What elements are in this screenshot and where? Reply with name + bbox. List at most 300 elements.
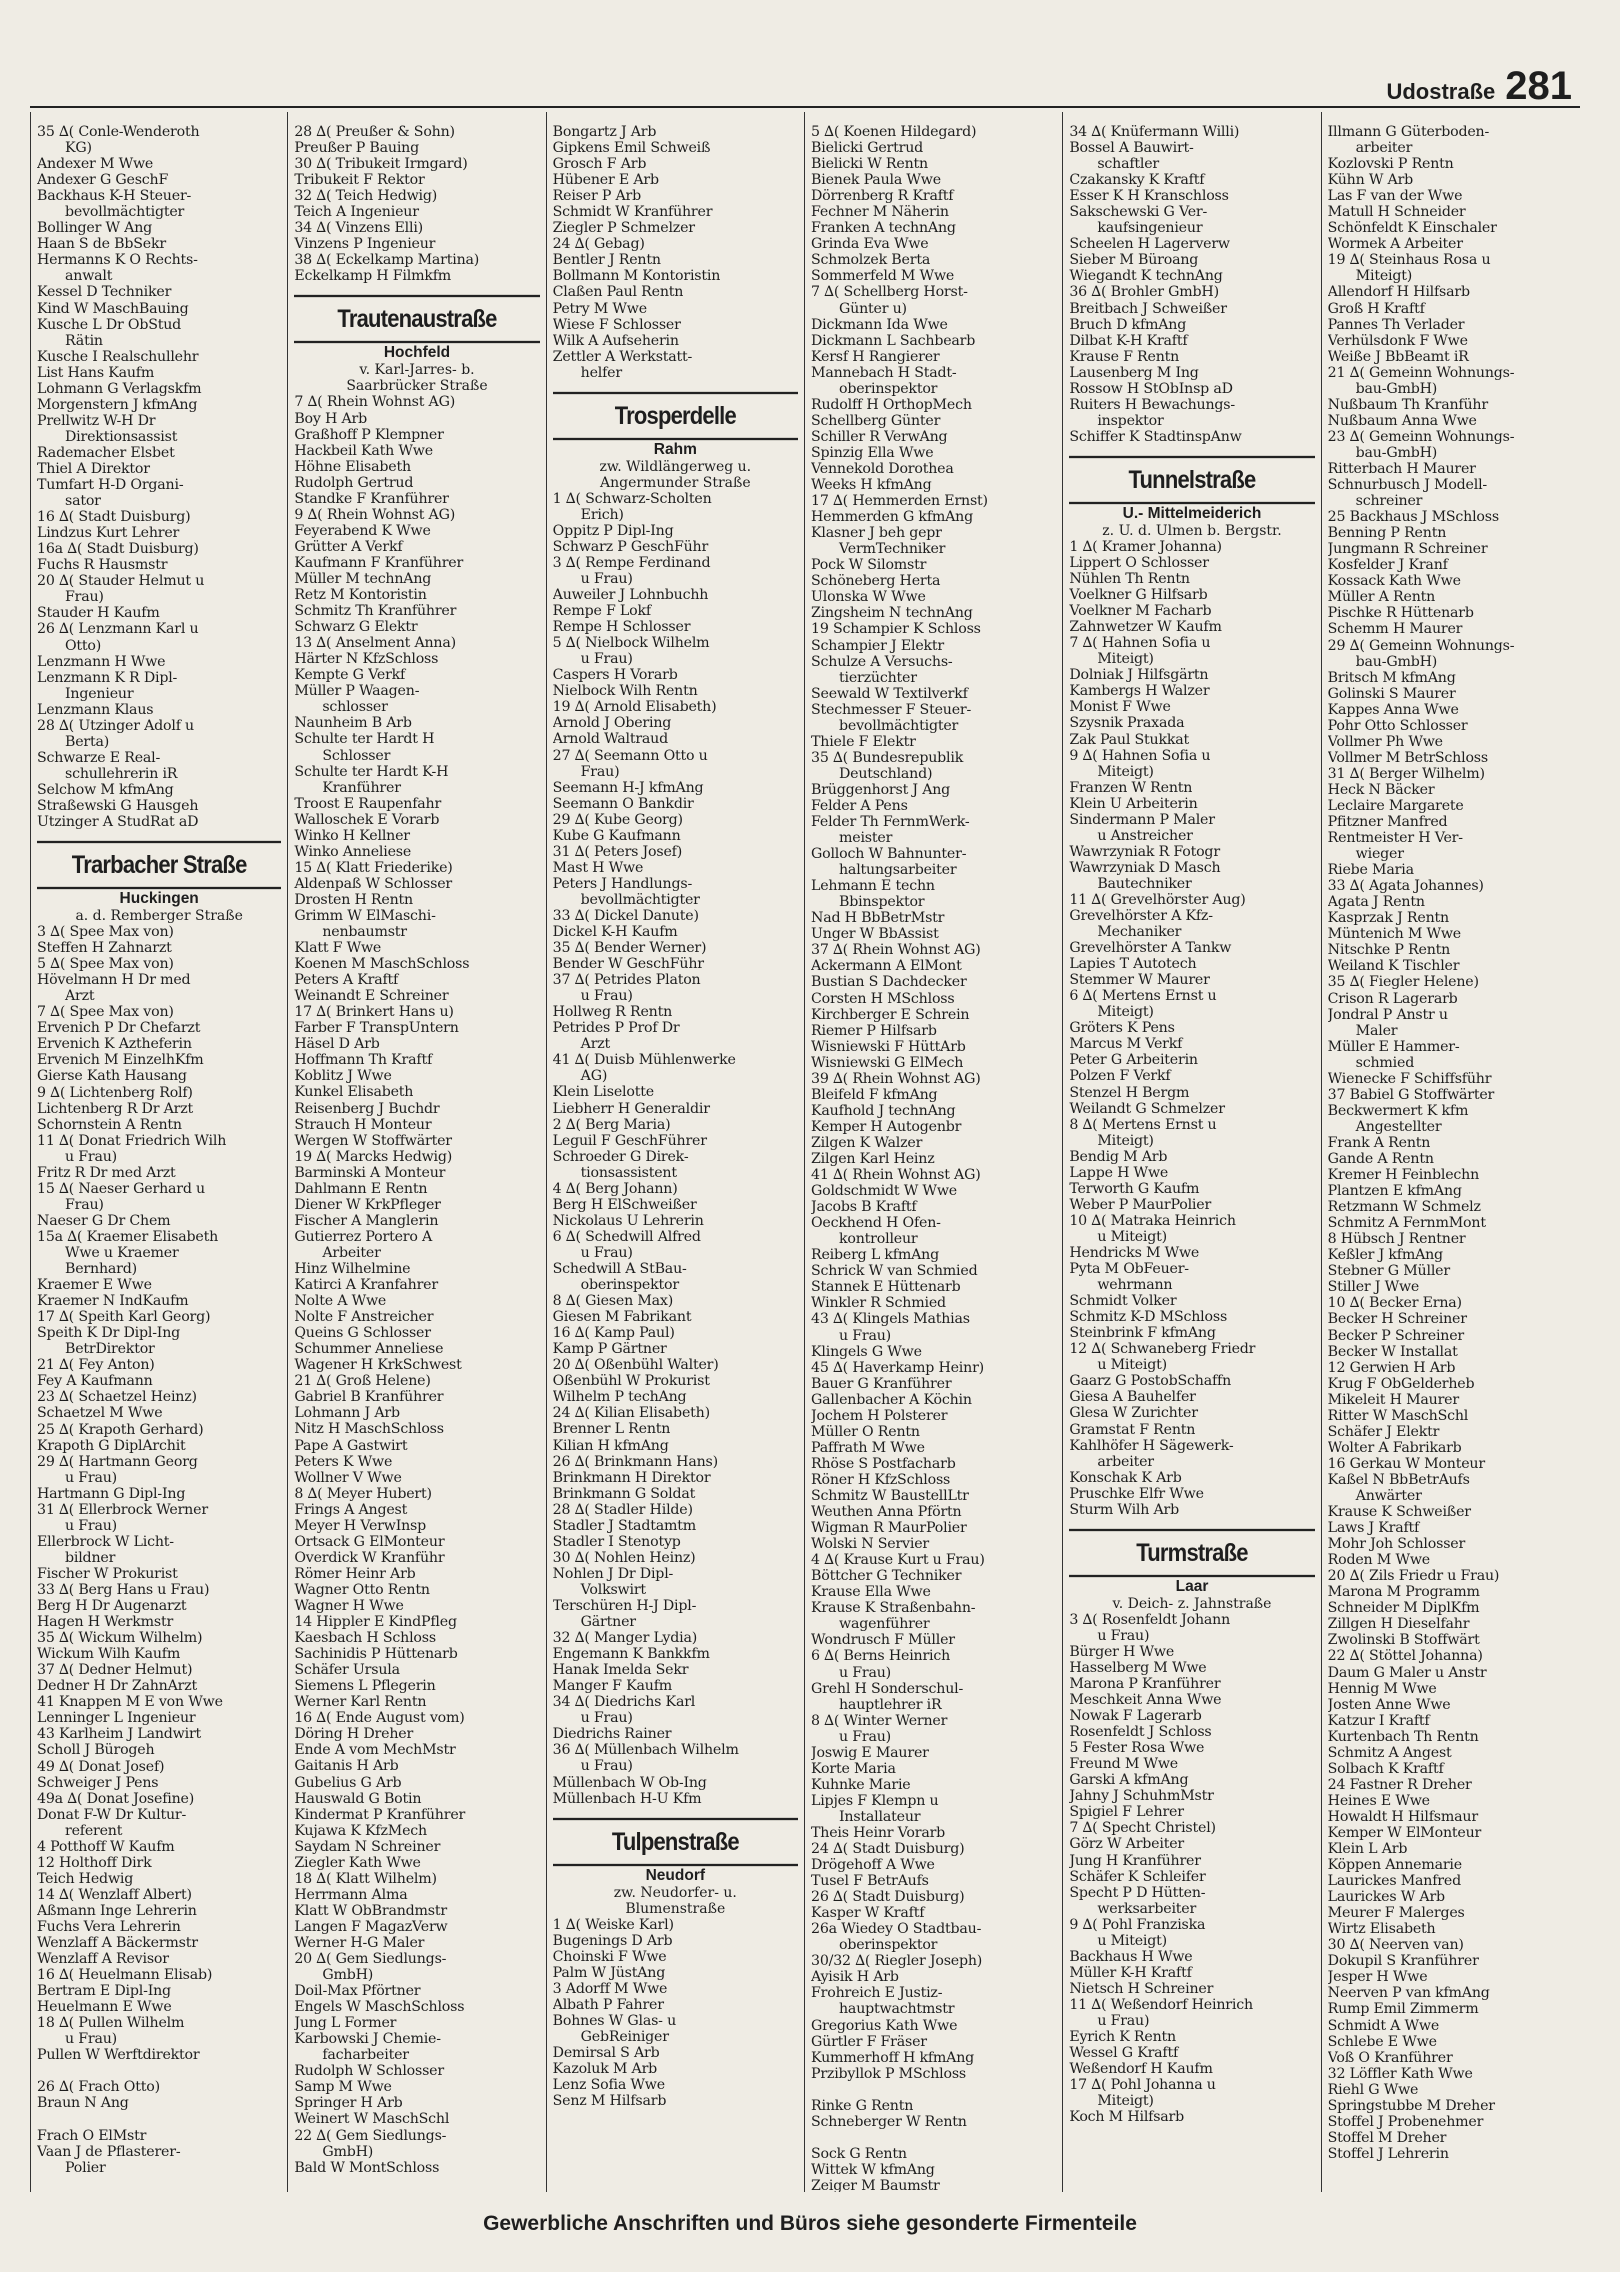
resident-entry: 16 ∆( Kamp Paul) xyxy=(552,1325,675,1342)
resident-entry: Tribukeit F Rektor xyxy=(294,172,425,189)
entry-continuation: u Miteigt) xyxy=(1097,1228,1167,1245)
resident-entry: 28 ∆( Stadler Hilde) xyxy=(552,1501,693,1518)
entry-continuation: tierzüchter xyxy=(839,669,917,686)
resident-entry: Manger F Kaufm xyxy=(552,1678,673,1695)
resident-entry: 7 ∆( Rhein Wohnst AG) xyxy=(294,394,456,411)
entry-continuation: Installateur xyxy=(839,1808,921,1825)
resident-entry: Härter N KfzSchloss xyxy=(294,651,439,668)
resident-entry: Zettler A Werkstatt- xyxy=(552,348,693,365)
resident-entry: Steffen H Zahnarzt xyxy=(37,940,172,957)
resident-entry: Brinkmann H Direktor xyxy=(552,1469,711,1486)
resident-entry: Jung H Kranführer xyxy=(1069,1852,1201,1869)
resident-entry: Bürger H Wwe xyxy=(1069,1643,1175,1660)
entry-continuation: haltungsarbeiter xyxy=(839,862,957,879)
resident-entry: Jondral P Anstr u xyxy=(1327,1006,1448,1023)
resident-entry: Müllenbach W Ob-Ing xyxy=(552,1774,707,1791)
resident-entry: Oßenbühl W Prokurist xyxy=(552,1373,710,1390)
resident-entry: Voelkner M Facharb xyxy=(1069,603,1212,620)
resident-entry: 34 ∆( Diedrichs Karl xyxy=(552,1694,696,1711)
resident-entry: Naeser G Dr Chem xyxy=(37,1212,171,1229)
resident-entry: Teich A Ingenieur xyxy=(294,204,419,221)
entry-continuation: Deutschland) xyxy=(839,765,933,782)
resident-entry: Schmitz K-D MSchloss xyxy=(1069,1309,1228,1326)
resident-entry: Kindermat P Kranführer xyxy=(294,1806,466,1823)
resident-entry: Groß H Kraftf xyxy=(1327,300,1425,317)
resident-entry: Kaufmann F Kranführer xyxy=(294,554,464,571)
resident-entry: 28 ∆( Utzinger Adolf u xyxy=(37,717,194,734)
resident-entry: Krause Ella Wwe xyxy=(811,1584,931,1601)
resident-entry: 21 ∆( Fey Anton) xyxy=(37,1357,155,1374)
resident-entry: 19 ∆( Arnold Elisabeth) xyxy=(552,699,717,716)
resident-entry: Scholl J Bürogeh xyxy=(37,1742,155,1759)
resident-entry: Müller O Rentn xyxy=(811,1423,920,1440)
resident-entry: Lenzmann H Wwe xyxy=(37,653,166,670)
resident-entry: Spigiel F Lehrer xyxy=(1069,1804,1184,1821)
entry-continuation: anwalt xyxy=(65,268,113,285)
resident-entry: Ruiters H Bewachungs- xyxy=(1069,396,1235,413)
resident-entry: 36 ∆( Müllenbach Wilhelm xyxy=(552,1742,739,1759)
street-heading: Trarbacher Straße xyxy=(37,841,281,889)
resident-entry: Brüggenhorst J Ang xyxy=(811,781,951,798)
resident-entry: 19 Schampier K Schloss xyxy=(811,621,981,638)
resident-entry: Kemper H Autogenbr xyxy=(811,1118,962,1135)
resident-entry: 31 ∆( Peters Josef) xyxy=(552,843,683,860)
entry-continuation: u Frau) xyxy=(580,570,633,587)
resident-entry: 39 ∆( Rhein Wohnst AG) xyxy=(811,1070,981,1087)
resident-entry: Aßmann Inge Lehrerin xyxy=(37,1902,197,1919)
resident-entry: Schmidt Volker xyxy=(1069,1293,1177,1310)
resident-entry: Klein L Arb xyxy=(1327,1841,1408,1858)
resident-entry: Bielicki Gertrud xyxy=(811,140,924,157)
resident-entry: Stadler J Stadtamtm xyxy=(552,1517,696,1534)
resident-entry: Palm W JüstAng xyxy=(552,1964,666,1981)
resident-entry: 6 ∆( Schedwill Alfred xyxy=(552,1228,701,1245)
resident-entry: Dickmann Ida Wwe xyxy=(811,316,948,333)
resident-entry: Steinbrink F kfmAng xyxy=(1069,1325,1216,1342)
resident-entry: 16a ∆( Stadt Duisburg) xyxy=(37,541,199,558)
resident-entry: Feyerabend K Wwe xyxy=(294,522,431,539)
resident-entry: Esser K H Kranschloss xyxy=(1069,188,1229,205)
resident-entry: Klatt F Wwe xyxy=(294,940,382,957)
resident-entry: Pfitzner Manfred xyxy=(1327,814,1448,831)
resident-entry: Zillgen H Dieselfahr xyxy=(1327,1616,1470,1633)
street-heading: Tulpenstraße xyxy=(553,1817,798,1865)
resident-entry: Rudolph W Schlosser xyxy=(294,2063,444,2080)
resident-entry: Polzen F Verkf xyxy=(1069,1068,1171,1085)
resident-entry: Szysnik Praxada xyxy=(1069,715,1185,732)
resident-entry: Beckwermert K kfm xyxy=(1327,1102,1469,1119)
street-heading: Turmstraße xyxy=(1069,1529,1314,1577)
resident-entry: 21 ∆( Gemeinn Wohnungs- xyxy=(1327,364,1515,381)
entry-continuation: GmbH) xyxy=(322,1967,374,1984)
resident-entry: 26 ∆( Lenzmann Karl u xyxy=(37,621,199,638)
resident-entry: Wawrzyniak D Masch xyxy=(1069,859,1221,876)
resident-entry: Ritterbach H Maurer xyxy=(1327,460,1476,477)
resident-entry: Wiese F Schlosser xyxy=(552,316,681,333)
resident-entry: 23 ∆( Gemeinn Wohnungs- xyxy=(1327,428,1515,445)
resident-entry: Kasprzak J Rentn xyxy=(1327,910,1449,927)
resident-entry: 29 ∆( Gemeinn Wohnungs- xyxy=(1327,637,1515,654)
resident-entry: Bielicki W Rentn xyxy=(811,156,928,173)
resident-entry: Diedrichs Rainer xyxy=(552,1726,672,1743)
entry-continuation: Miteigt) xyxy=(1097,1132,1154,1149)
resident-entry: Rump Emil Zimmerm xyxy=(1327,2001,1479,2018)
resident-entry: 9 ∆( Lichtenberg Rolf) xyxy=(37,1084,193,1101)
entry-continuation: Berta) xyxy=(65,733,110,750)
resident-entry: Klatt W ObBrandmstr xyxy=(294,1902,447,1919)
resident-entry: Hanak Imelda Sekr xyxy=(552,1662,689,1679)
resident-entry: 25 Backhaus J MSchloss xyxy=(1327,509,1499,526)
resident-entry: Rinke G Rentn xyxy=(811,2097,914,2114)
street-section: zw. Wildlängerweg u. xyxy=(599,458,752,475)
resident-entry: Claßen Paul Rentn xyxy=(552,284,684,301)
resident-entry: Wiegandt K technAng xyxy=(1069,268,1223,285)
resident-entry: Braun N Ang xyxy=(37,2095,129,2112)
resident-entry: 29 ∆( Kube Georg) xyxy=(552,811,683,828)
resident-entry: Winko H Kellner xyxy=(294,827,410,844)
district-name: Hochfeld xyxy=(383,344,451,362)
resident-entry: 13 ∆( Anselment Anna) xyxy=(294,635,456,652)
resident-entry: Solbach K Kraftf xyxy=(1327,1760,1444,1777)
resident-entry: Gürtler F Fräser xyxy=(811,2033,927,2050)
resident-entry: Häsel D Arb xyxy=(294,1036,380,1053)
entry-continuation: Direktionsassist xyxy=(65,428,178,445)
entry-continuation: Schlosser xyxy=(322,747,391,764)
entry-continuation: Arzt xyxy=(65,988,95,1005)
entry-continuation: Kranführer xyxy=(322,779,401,796)
resident-entry: Stoffel J Lehrerin xyxy=(1327,2145,1449,2162)
resident-entry: Kujawa K KfzMech xyxy=(294,1822,427,1839)
resident-entry: Voelkner G Hilfsarb xyxy=(1069,587,1208,604)
entry-continuation: u Frau) xyxy=(65,2031,118,2048)
resident-entry: Wollner V Wwe xyxy=(294,1469,402,1486)
resident-entry: 16 ∆( Stadt Duisburg) xyxy=(37,509,191,526)
resident-entry: Agata J Rentn xyxy=(1327,894,1425,911)
resident-entry: Kemper W ElMonteur xyxy=(1327,1824,1482,1841)
resident-entry: 37 ∆( Petrides Platon xyxy=(552,972,701,989)
entry-continuation: u Frau) xyxy=(839,1664,892,1681)
entry-continuation: Bautechniker xyxy=(1097,875,1192,892)
resident-entry: Pruschke Elfr Wwe xyxy=(1069,1485,1204,1502)
resident-entry: Lappe H Wwe xyxy=(1069,1164,1169,1181)
resident-entry: Schornstein A Rentn xyxy=(37,1116,182,1133)
resident-entry: Speith K Dr Dipl-Ing xyxy=(37,1325,181,1342)
resident-entry: Arnold Waltraud xyxy=(552,731,668,748)
resident-entry: Bienek Paula Wwe xyxy=(811,172,941,189)
resident-entry: 19 ∆( Steinhaus Rosa u xyxy=(1327,252,1491,269)
resident-entry: Nohlen J Dr Dipl- xyxy=(552,1565,674,1582)
resident-entry: Las F van der Wwe xyxy=(1327,188,1463,205)
resident-entry: Krapoth G DiplArchit xyxy=(37,1437,186,1454)
resident-entry: Sakschewski G Ver- xyxy=(1069,204,1208,221)
resident-entry: Glesa W Zurichter xyxy=(1069,1405,1198,1422)
resident-entry: Hauswald G Botin xyxy=(294,1790,422,1807)
resident-entry: Brinkmann G Soldat xyxy=(552,1485,696,1502)
resident-entry xyxy=(811,2130,1056,2146)
resident-entry: Retzmann W Schmelz xyxy=(1327,1199,1481,1216)
resident-entry: Schemm H Maurer xyxy=(1327,621,1463,638)
resident-entry: Stechmesser F Steuer- xyxy=(811,701,972,718)
resident-entry: Becker H Schreiner xyxy=(1327,1311,1467,1328)
entry-continuation: hauptwachtmstr xyxy=(839,2001,955,2018)
resident-entry: Winkler R Schmied xyxy=(811,1295,946,1312)
resident-entry: 17 ∆( Brinkert Hans u) xyxy=(294,1004,454,1021)
entry-continuation: inspektor xyxy=(1097,412,1164,429)
resident-entry: Barminski A Monteur xyxy=(294,1164,446,1181)
resident-entry: 43 ∆( Klingels Mathias xyxy=(811,1311,970,1328)
resident-entry: Kambergs H Walzer xyxy=(1069,683,1210,700)
resident-entry: Stannek E Hüttenarb xyxy=(811,1279,961,1296)
resident-entry: Schroeder G Direk- xyxy=(552,1148,689,1165)
resident-entry: 20 ∆( Stauder Helmut u xyxy=(37,573,205,590)
entry-continuation: GebReiniger xyxy=(580,2028,669,2045)
resident-entry: Golinski S Maurer xyxy=(1327,685,1456,702)
resident-entry: Nußbaum Anna Wwe xyxy=(1327,412,1477,429)
entry-continuation: Angestellter xyxy=(1355,1118,1442,1135)
resident-entry: 18 ∆( Klatt Wilhelm) xyxy=(294,1870,437,1887)
resident-entry: Dedner H Dr ZahnArzt xyxy=(37,1678,198,1695)
resident-entry: Wolski N Servier xyxy=(811,1536,929,1553)
resident-entry: Fechner M Näherin xyxy=(811,204,949,221)
resident-entry: Rademacher Elsbet xyxy=(37,444,175,461)
entry-continuation: hauptlehrer iR xyxy=(839,1696,942,1713)
entry-continuation: Volkswirt xyxy=(580,1581,646,1598)
entry-continuation: oberinspektor xyxy=(839,380,938,397)
resident-entry: Zahnwetzer W Kaufm xyxy=(1069,619,1222,636)
resident-entry: Bender W GeschFühr xyxy=(552,956,704,973)
entry-continuation: schlosser xyxy=(322,699,388,716)
resident-entry: Frings A Angest xyxy=(294,1501,408,1518)
resident-entry: Senz M Hilfsarb xyxy=(552,2093,667,2110)
resident-entry: Schulte ter Hardt K-H xyxy=(294,763,449,780)
resident-entry: Sieber M Büroang xyxy=(1069,252,1199,269)
resident-entry: 31 ∆( Berger Wilhelm) xyxy=(1327,765,1485,782)
resident-entry: Römer Heinr Arb xyxy=(294,1565,416,1582)
resident-entry: 2 ∆( Berg Maria) xyxy=(552,1116,671,1133)
entry-continuation: u Frau) xyxy=(839,1327,892,1344)
resident-entry: Kuhnke Marie xyxy=(811,1776,911,1793)
resident-entry: 43 Karlheim J Landwirt xyxy=(37,1726,202,1743)
resident-entry: Lohmann G Verlagskfm xyxy=(37,380,202,397)
resident-entry: 14 Hippler E KindPfleg xyxy=(294,1614,457,1631)
street-section: Saarbrücker Straße xyxy=(346,378,488,395)
resident-entry: Lindzus Kurt Lehrer xyxy=(37,525,180,542)
resident-entry: Schampier J Elektr xyxy=(811,637,944,654)
resident-entry: Fischer W Prokurist xyxy=(37,1565,178,1582)
resident-entry: Pock W Silomstr xyxy=(811,557,927,574)
resident-entry: Saydam N Schreiner xyxy=(294,1838,441,1855)
resident-entry: Dickel K-H Kaufm xyxy=(552,924,678,941)
resident-entry: Neerven P van kfmAng xyxy=(1327,1985,1490,2002)
resident-entry: Wienecke F Schiffsführ xyxy=(1327,1070,1492,1087)
resident-entry: 30 ∆( Nohlen Heinz) xyxy=(552,1549,696,1566)
resident-entry: 33 ∆( Agata Johannes) xyxy=(1327,878,1484,895)
entry-continuation: schmied xyxy=(1355,1054,1415,1071)
resident-entry: Backhaus K-H Steuer- xyxy=(37,188,192,205)
resident-entry: Müllenbach H-U Kfm xyxy=(552,1790,702,1807)
entry-continuation: oberinspektor xyxy=(580,1277,679,1294)
resident-entry: Bertram E Dipl-Ing xyxy=(37,1983,171,2000)
resident-entry: Schäfer Ursula xyxy=(294,1662,400,1679)
resident-entry: Hennig M Wwe xyxy=(1327,1680,1437,1697)
resident-entry: Kamp P Gärtner xyxy=(552,1341,667,1358)
resident-entry: 5 ∆( Nielbock Wilhelm xyxy=(552,635,710,652)
street-section: a. d. Remberger Straße xyxy=(75,908,243,925)
resident-entry: Weeks H kfmAng xyxy=(811,477,932,494)
resident-entry: Stenzel H Bergm xyxy=(1069,1084,1190,1101)
resident-entry: Müller A Rentn xyxy=(1327,589,1436,606)
resident-entry: Terworth G Kaufm xyxy=(1069,1180,1200,1197)
resident-entry: Nühlen Th Rentn xyxy=(1069,571,1190,588)
resident-entry: 30 ∆( Tribukeit Irmgard) xyxy=(294,156,468,173)
resident-entry: Nolte A Wwe xyxy=(294,1293,387,1310)
resident-entry: Franzen W Rentn xyxy=(1069,779,1193,796)
resident-entry: Grütter A Verkf xyxy=(294,538,403,555)
resident-entry: Stiller J Wwe xyxy=(1327,1279,1420,1296)
resident-entry: 29 ∆( Hartmann Georg xyxy=(37,1453,198,1470)
resident-entry: Felder A Pens xyxy=(811,797,908,814)
resident-entry: Berg H Dr Augenarzt xyxy=(37,1598,187,1615)
resident-entry: Nußbaum Th Kranführ xyxy=(1327,396,1488,413)
resident-entry: Kaufhold J technAng xyxy=(811,1102,956,1119)
resident-entry xyxy=(811,2082,1056,2098)
resident-entry: 35 ∆( Bundesrepublik xyxy=(811,749,964,766)
directory-column xyxy=(30,112,288,2192)
resident-entry: Nickolaus U Lehrerin xyxy=(552,1212,704,1229)
resident-entry: Dickmann L Sachbearb xyxy=(811,332,976,349)
resident-entry: Wisniewski F HüttArb xyxy=(811,1038,966,1055)
directory-columns xyxy=(30,112,1580,2192)
resident-entry: Röner H KfzSchloss xyxy=(811,1471,951,1488)
resident-entry: 15 ∆( Klatt Friederike) xyxy=(294,859,453,876)
resident-entry: Oppitz P Dipl-Ing xyxy=(552,522,674,539)
resident-entry: 1 ∆( Weiske Karl) xyxy=(552,1916,674,1933)
resident-entry: Pyta M ObFeuer- xyxy=(1069,1261,1189,1278)
resident-entry: Matull H Schneider xyxy=(1327,204,1466,221)
resident-entry: Springer H Arb xyxy=(294,2095,403,2112)
resident-entry: Schlebe E Wwe xyxy=(1327,2033,1437,2050)
resident-entry xyxy=(37,2063,281,2079)
resident-entry: Bohnes W Glas- u xyxy=(552,2012,677,2029)
resident-entry: Gande A Rentn xyxy=(1327,1151,1434,1167)
resident-entry: Retz M Kontoristin xyxy=(294,587,427,604)
resident-entry: Wilk A Aufseherin xyxy=(552,332,679,349)
resident-entry: Crison R Lagerarb xyxy=(1327,990,1458,1007)
resident-entry: Zilgen K Walzer xyxy=(811,1134,923,1151)
resident-entry: Andexer M Wwe xyxy=(37,156,154,173)
resident-entry: Schiffer K StadtinspAnw xyxy=(1069,428,1242,445)
resident-entry: Stauder H Kaufm xyxy=(37,605,160,622)
directory-column xyxy=(1063,112,1321,2192)
resident-entry: Gutierrez Portero A xyxy=(294,1228,433,1245)
resident-entry: Giesen M Fabrikant xyxy=(552,1309,692,1326)
resident-entry: Fischer A Manglerin xyxy=(294,1212,439,1229)
resident-entry: Specht P D Hütten- xyxy=(1069,1884,1206,1901)
resident-entry: Jesper H Wwe xyxy=(1327,1969,1428,1986)
resident-entry: Britsch M kfmAng xyxy=(1327,669,1456,686)
entry-continuation: Polier xyxy=(65,2159,106,2176)
resident-entry: Mast H Wwe xyxy=(552,859,644,876)
entry-continuation: wieger xyxy=(1355,846,1404,863)
resident-entry: 5 Fester Rosa Wwe xyxy=(1069,1740,1205,1757)
resident-entry: Dilbat K-H Kraftf xyxy=(1069,332,1188,349)
resident-entry: Queins G Schlosser xyxy=(294,1325,431,1342)
resident-entry: Pannes Th Verlader xyxy=(1327,316,1465,333)
resident-entry: Gipkens Emil Schweiß xyxy=(552,140,711,157)
resident-entry: Stoffel M Dreher xyxy=(1327,2129,1447,2146)
resident-entry: Mannebach H Stadt- xyxy=(811,364,957,381)
resident-entry: Marcus M Verkf xyxy=(1069,1036,1183,1053)
resident-entry: Ellerbrock W Licht- xyxy=(37,1533,174,1550)
resident-entry: Schweiger J Pens xyxy=(37,1774,159,1791)
resident-entry: Siemens L Pflegerin xyxy=(294,1678,436,1695)
resident-entry: Winko Anneliese xyxy=(294,843,412,860)
resident-entry: Peters A Kraftf xyxy=(294,972,399,989)
entry-continuation: sator xyxy=(65,493,101,510)
resident-entry: 30/32 ∆( Riegler Joseph) xyxy=(811,1953,983,1970)
resident-entry: Kraemer N IndKaufm xyxy=(37,1293,189,1310)
resident-entry: Straßewski G Hausgeh xyxy=(37,797,199,814)
resident-entry: 14 ∆( Wenzlaff Albert) xyxy=(37,1886,192,1903)
entry-continuation: Otto) xyxy=(65,637,102,654)
resident-entry: Gaarz G PostobSchaffn xyxy=(1069,1373,1232,1390)
resident-entry: Lenzmann Klaus xyxy=(37,701,154,718)
resident-entry: Ervenich K Aztheferin xyxy=(37,1036,192,1053)
resident-entry: Lenzmann K R Dipl- xyxy=(37,669,178,686)
entry-continuation: Wwe u Kraemer xyxy=(65,1245,179,1261)
resident-entry: Thiele F Elektr xyxy=(811,733,916,750)
resident-entry: Schnurbusch J Modell- xyxy=(1327,477,1488,494)
resident-entry: Lohmann J Arb xyxy=(294,1405,400,1422)
resident-entry: Klein Liselotte xyxy=(552,1084,654,1101)
resident-entry: Kosfelder J Kranf xyxy=(1327,557,1448,574)
resident-entry: Garski A kfmAng xyxy=(1069,1772,1189,1789)
resident-entry: Zak Paul Stukkat xyxy=(1069,731,1190,748)
entry-continuation: u Frau) xyxy=(580,651,633,668)
resident-entry: 7 ∆( Hahnen Sofia u xyxy=(1069,635,1211,652)
resident-entry: 23 ∆( Schaetzel Heinz) xyxy=(37,1389,197,1406)
resident-entry: 11 ∆( Donat Friedrich Wilh xyxy=(37,1132,227,1149)
resident-entry: Nolte F Anstreicher xyxy=(294,1309,434,1326)
resident-entry: Strauch H Monteur xyxy=(294,1116,432,1133)
street-heading: Trautenaustraße xyxy=(294,295,539,343)
entry-continuation: u Frau) xyxy=(839,1728,892,1745)
resident-entry: Kempte G Verkf xyxy=(294,667,406,684)
resident-entry: Drögehoff A Wwe xyxy=(811,1857,935,1874)
resident-entry: Brenner L Rentn xyxy=(552,1421,671,1438)
resident-entry: Weßendorf H Kaufm xyxy=(1069,2061,1213,2078)
resident-entry: Gubelius G Arb xyxy=(294,1774,402,1791)
resident-entry: Verhülsdonk F Wwe xyxy=(1327,332,1468,349)
resident-entry: Rudolff H OrthopMech xyxy=(811,396,972,413)
resident-entry: Lehmann E techn xyxy=(811,878,935,895)
resident-entry: Breitbach J Schweißer xyxy=(1069,300,1227,317)
resident-entry: Drosten H Rentn xyxy=(294,891,413,908)
resident-entry: 35 ∆( Fiegler Helene) xyxy=(1327,974,1479,991)
resident-entry: Laurickes W Arb xyxy=(1327,1889,1445,1906)
resident-entry: Katzur I Kraftf xyxy=(1327,1712,1430,1729)
resident-entry: Schwarze E Real- xyxy=(37,749,161,766)
resident-entry: Peter G Arbeiterin xyxy=(1069,1052,1198,1069)
resident-entry: Hinz Wilhelmine xyxy=(294,1261,411,1277)
resident-entry: Kind W MaschBauing xyxy=(37,300,189,317)
resident-entry: 26 ∆( Frach Otto) xyxy=(37,2079,160,2096)
resident-entry: Bendig M Arb xyxy=(1069,1148,1168,1165)
resident-entry: Krause K Straßenbahn- xyxy=(811,1600,976,1617)
resident-entry: Benning P Rentn xyxy=(1327,525,1447,542)
resident-entry: Kühn W Arb xyxy=(1327,172,1414,189)
resident-entry: Laws J Kraftf xyxy=(1327,1520,1420,1537)
